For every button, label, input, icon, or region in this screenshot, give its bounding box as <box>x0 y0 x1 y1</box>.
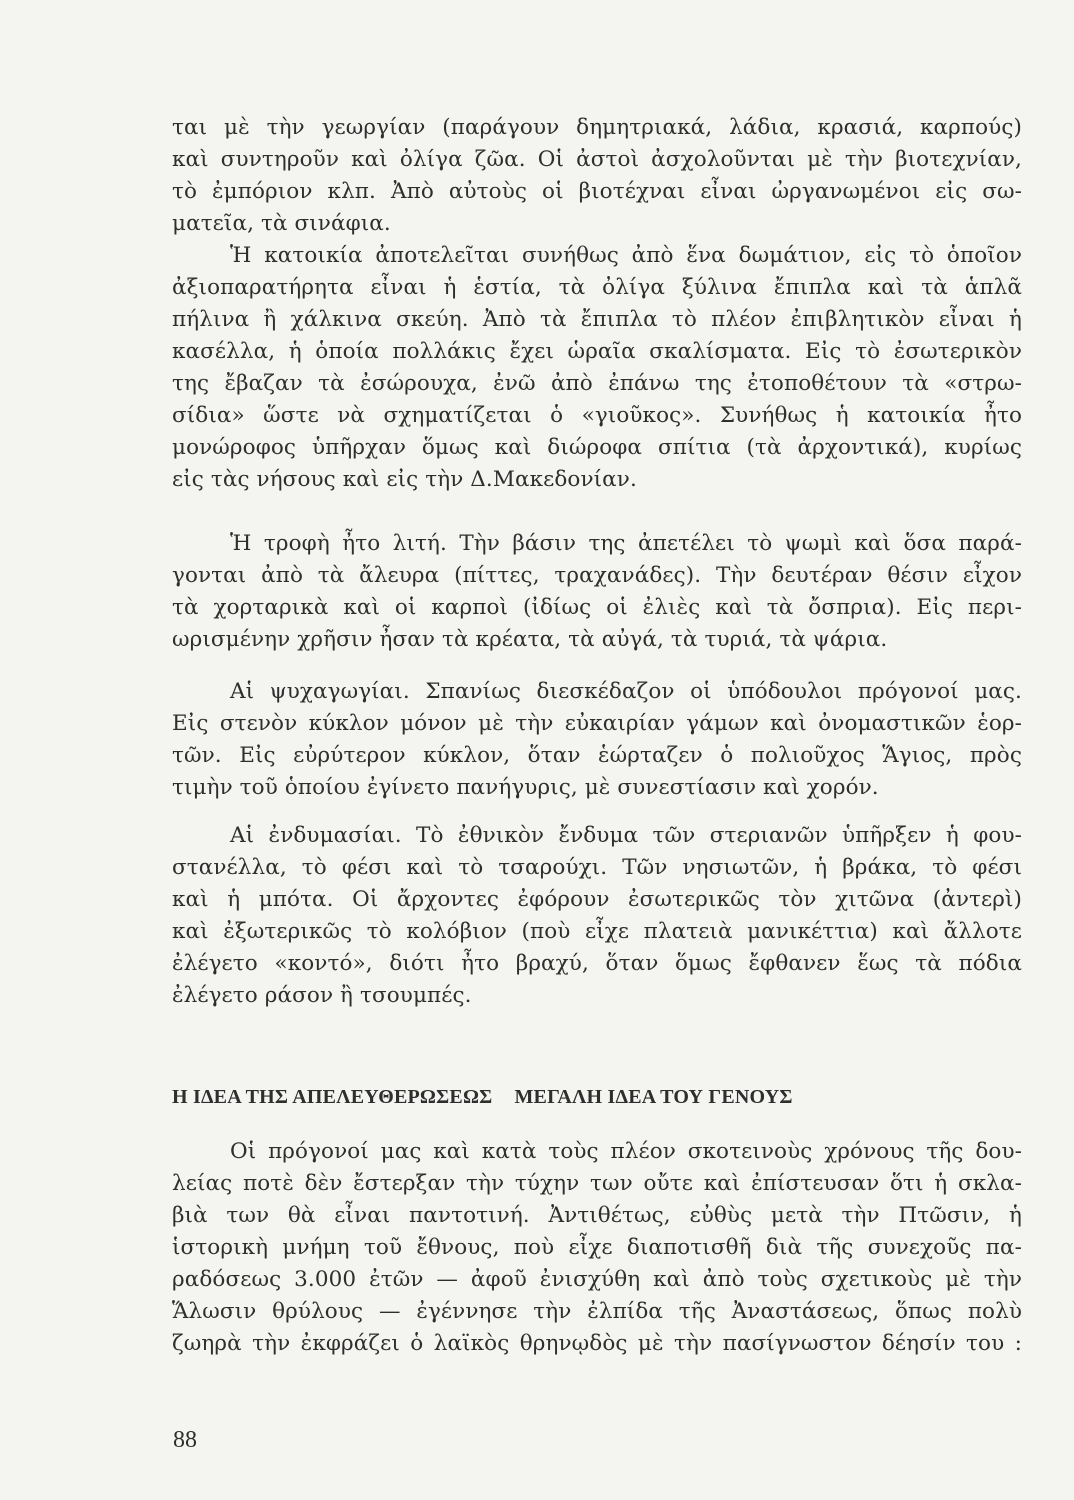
text-line: τὸ ἐμπόριον κλπ. Ἀπὸ αὐτοὺς οἱ βιοτέχναι εἶναι ὠργανωμένοι εἰς σω- <box>172 179 1022 204</box>
text-line: ται μὲ τὴν γεωργίαν (παράγουν δημητριακά, λάδια, κρασιά, καρπούς) <box>172 115 1022 140</box>
text-line: ἀξιοπαρατήρητα εἶναι ἡ ἑστία, τὰ ὀλίγα ξύλινα ἔπιπλα καὶ τὰ ἁπλᾶ <box>172 275 1022 300</box>
text-line: Οἱ πρόγονοί μας καὶ κατὰ τοὺς πλέον σκοτεινοὺς χρόνους τῆς δου- <box>230 1139 1022 1164</box>
text-line: σίδια» ὥστε νὰ σχηματίζεται ὁ «γιοῦκος». Συνήθως ἡ κατοικία ἦτο <box>172 403 1022 428</box>
text-line: γονται ἀπὸ τὰ ἄλευρα (πίττες, τραχανάδες). Τὴν δευτέραν θέσιν εἶχον <box>172 563 1022 588</box>
text-line: τὰ χορταρικὰ καὶ οἱ καρποὶ (ἰδίως οἱ ἐλιὲς καὶ τὰ ὄσπρια). Εἰς περι- <box>172 595 1022 620</box>
text-line: εἰς τὰς νήσους καὶ εἰς τὴν Δ.Μακεδονίαν. <box>172 467 637 492</box>
text-line: μονώροφος ὑπῆρχαν ὅμως καὶ διώροφα σπίτια (τὰ ἀρχοντικά), κυρίως <box>172 435 1022 460</box>
text-line: Αἱ ψυχαγωγίαι. Σπανίως διεσκέδαζον οἱ ὑπόδουλοι πρόγονοί μας. <box>230 679 1022 704</box>
heading-part-great-idea: ΜΕΓΑΛΗ ΙΔΕΑ ΤΟΥ ΓΕΝΟΥΣ <box>514 1086 793 1108</box>
text-line: τῶν. Εἰς εὐρύτερον κύκλον, ὅταν ἑώρταζεν ὁ πολιοῦχος Ἅγιος, πρὸς <box>172 743 1022 768</box>
text-line: ἐλέγετο «κοντό», διότι ἦτο βραχύ, ὅταν ὅμως ἔφθανεν ἕως τὰ πόδια <box>172 951 1022 976</box>
text-line: ἐλέγετο ράσον ἢ τσουμπές. <box>172 983 472 1008</box>
text-line: τιμὴν τοῦ ὁποίου ἐγίνετο πανήγυρις, μὲ συνεστίασιν καὶ χορόν. <box>172 775 879 800</box>
text-line: ωρισμένην χρῆσιν ἦσαν τὰ κρέατα, τὰ αὐγά, τὰ τυριά, τὰ ψάρια. <box>172 627 888 652</box>
text-line: καὶ ἐξωτερικῶς τὸ κολόβιον (ποὺ εἶχε πλατειὰ μανικέττια) καὶ ἄλλοτε <box>172 919 1022 944</box>
page-number: 88 <box>173 1427 197 1453</box>
section-heading <box>172 1083 1022 1111</box>
text-line: ραδόσεως 3.000 ἐτῶν — ἀφοῦ ἐνισχύθη καὶ ἀπὸ τοὺς σχετικοὺς μὲ τὴν <box>172 1267 1022 1292</box>
text-line: κασέλλα, ἡ ὁποία πολλάκις ἔχει ὡραῖα σκαλίσματα. Εἰς τὸ ἐσωτερικὸν <box>172 339 1022 364</box>
text-line: Εἰς στενὸν κύκλον μόνον μὲ τὴν εὐκαιρίαν γάμων καὶ ὀνομαστικῶν ἑορ- <box>172 711 1022 736</box>
text-line: πήλινα ἢ χάλκινα σκεύη. Ἀπὸ τὰ ἔπιπλα τὸ πλέον ἐπιβλητικὸν εἶναι ἡ <box>172 307 1022 332</box>
text-line: Ἡ κατοικία ἀποτελεῖται συνήθως ἀπὸ ἕνα δωμάτιον, εἰς τὸ ὁποῖον <box>230 243 1022 268</box>
text-line: στανέλλα, τὸ φέσι καὶ τὸ τσαρούχι. Τῶν νησιωτῶν, ἡ βράκα, τὸ φέσι <box>172 855 1022 880</box>
text-line: βιὰ των θὰ εἶναι παντοτινή. Ἀντιθέτως, εὐθὺς μετὰ τὴν Πτῶσιν, ἡ <box>172 1203 1022 1228</box>
text-line: ματεῖα, τὰ σινάφια. <box>172 211 391 236</box>
text-line: καὶ συντηροῦν καὶ ὀλίγα ζῶα. Οἱ ἀστοὶ ἀσχολοῦνται μὲ τὴν βιοτεχνίαν, <box>172 147 1022 172</box>
text-line: Ἡ τροφὴ ἦτο λιτή. Τὴν βάσιν της ἀπετέλει τὸ ψωμὶ καὶ ὅσα παρά- <box>230 531 1022 556</box>
text-line: λείας ποτὲ δὲν ἔστερξαν τὴν τύχην των οὔτε καὶ ἐπίστευσαν ὅτι ἡ σκλα- <box>172 1171 1022 1196</box>
text-line: ζωηρὰ τὴν ἐκφράζει ὁ λαϊκὸς θρηνῳδὸς μὲ τὴν πασίγνωστον δέησίν του : <box>172 1331 1022 1356</box>
text-line: Αἱ ἐνδυμασίαι. Τὸ ἐθνικὸν ἔνδυμα τῶν στεριανῶν ὑπῆρξεν ἡ φου- <box>230 823 1022 848</box>
text-line: Ἅλωσιν θρύλους — ἐγέννησε τὴν ἐλπίδα τῆς Ἀναστάσεως, ὅπως πολὺ <box>172 1299 1022 1324</box>
text-line: της ἔβαζαν τὰ ἐσώρουχα, ἐνῶ ἀπὸ ἐπάνω της ἐτοποθέτουν τὰ «στρω- <box>172 371 1022 396</box>
text-line: ἱστορικὴ μνήμη τοῦ ἔθνους, ποὺ εἶχε διαποτισθῆ διὰ τῆς συνεχοῦς πα- <box>172 1235 1022 1260</box>
heading-part-liberation-idea: Η ΙΔΕΑ ΤΗΣ ΑΠΕΛΕΥΘΕΡΩΣΕΩΣ <box>172 1086 493 1108</box>
text-line: καὶ ἡ μπότα. Οἱ ἄρχοντες ἐφόρουν ἐσωτερικῶς τὸν χιτῶνα (ἀντερὶ) <box>172 887 1022 912</box>
